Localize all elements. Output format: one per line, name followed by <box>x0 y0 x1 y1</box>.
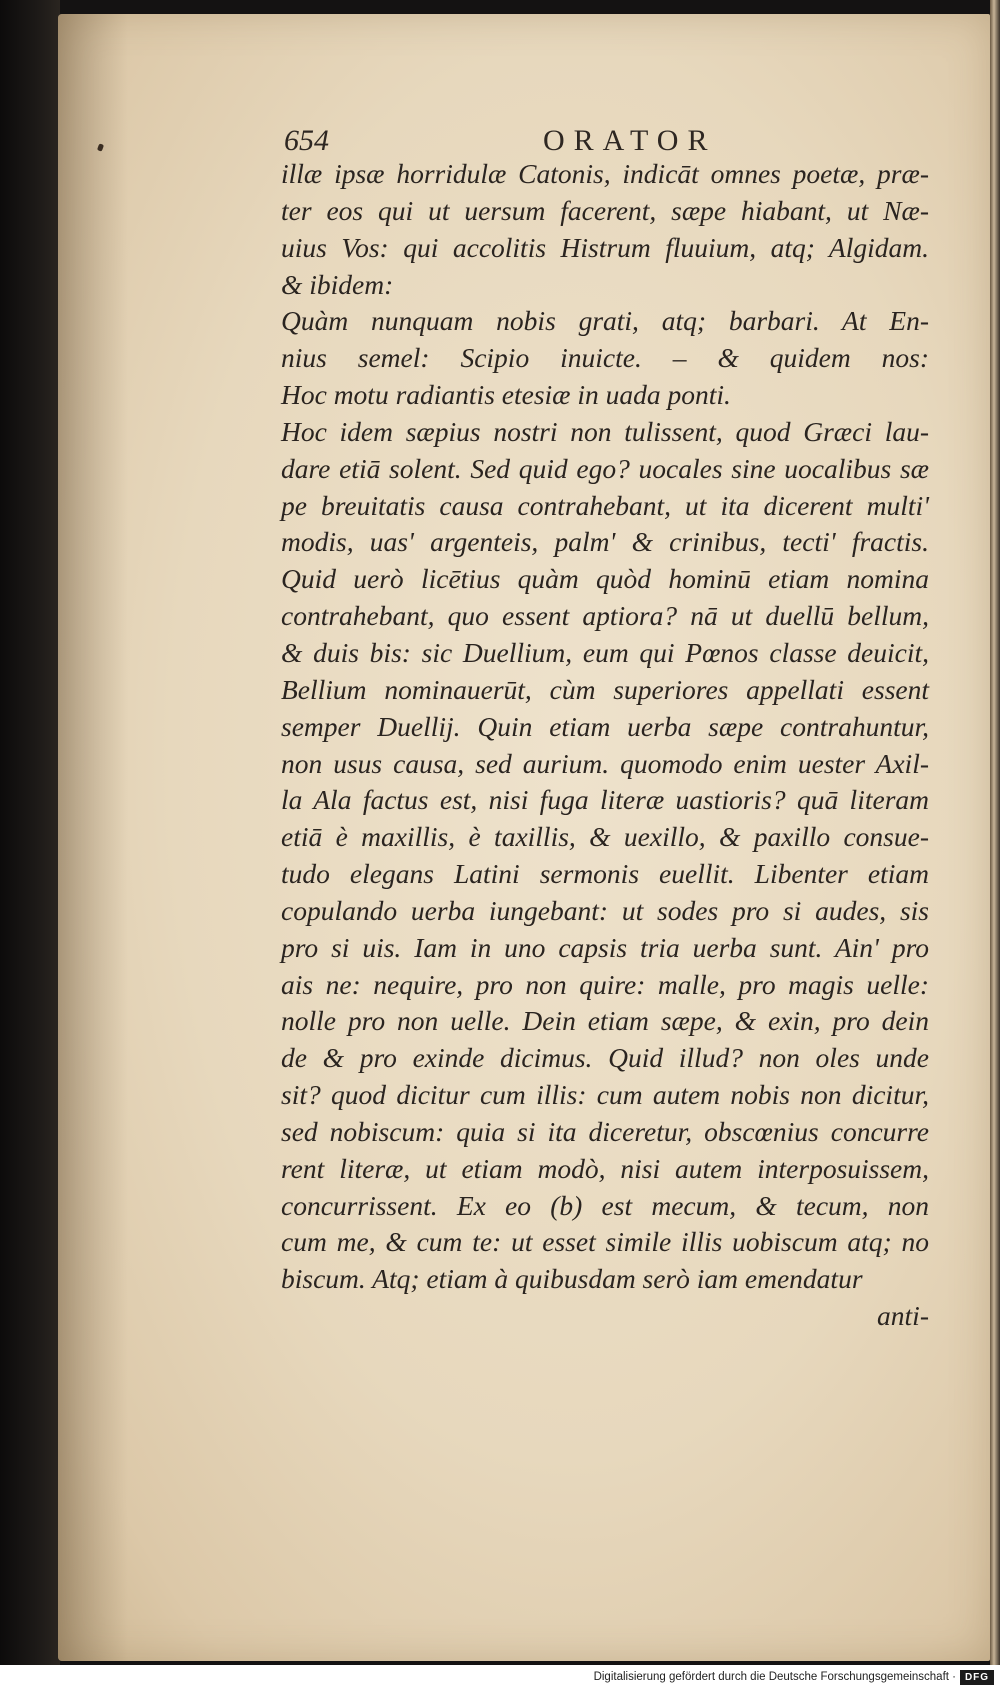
text-line: Quàm nunquam nobis grati, atq; barbari. At En- <box>281 305 929 337</box>
text-line: dare etiā solent. Sed quid ego? uocales sine uocalibus sæ <box>281 452 929 484</box>
catchword: anti- <box>877 1300 929 1332</box>
text-line: ais ne: nequire, pro non quire: malle, pro magis uelle: <box>281 968 929 1000</box>
text-line: & ibidem: <box>281 268 394 300</box>
text-line: contrahebant, quo essent aptiora? nā ut duellū bellum, <box>281 600 929 632</box>
text-line: cum me, & cum te: ut esset simile illis uobiscum atq; no <box>281 1226 929 1258</box>
page-heading: ORATOR <box>543 124 717 157</box>
text-line: ter eos qui ut uersum facerent, sæpe hiabant, ut Næ- <box>281 194 929 226</box>
text-line: nolle pro non uelle. Dein etiam sæpe, & exin, pro dein <box>281 1005 929 1037</box>
dfg-logo: DFG <box>960 1670 994 1685</box>
book-page <box>58 14 990 1661</box>
text-line: semper Duellij. Quin etiam uerba sæpe contrahuntur, <box>281 710 929 742</box>
text-line: la Ala factus est, nisi fuga literæ uastioris? quā literam <box>281 784 929 816</box>
text-line: modis, uas' argenteis, palm' & crinibus, tecti' fractis. <box>281 526 929 558</box>
text-line: etiā è maxillis, è taxillis, & uexillo, & paxillo consue- <box>281 821 929 853</box>
page-number: 654 <box>284 124 329 157</box>
body-text <box>281 156 929 1335</box>
text-line: non usus causa, sed aurium. quomodo enim uester Axil- <box>281 747 929 779</box>
text-line: pro si uis. Iam in uno capsis tria uerba sunt. Ain' pro <box>281 931 929 963</box>
text-line: copulando uerba iungebant: ut sodes pro si audes, sis <box>281 894 929 926</box>
text-line: biscum. Atq; etiam à quibusdam serò iam emendatur <box>281 1263 863 1295</box>
text-line: Quid uerò licētius quàm quòd hominū etiam nomina <box>281 563 929 595</box>
text-line: nius semel: Scipio inuicte. – & quidem nos: <box>281 342 929 374</box>
text-line: tudo elegans Latini sermonis euellit. Libenter etiam <box>281 858 929 890</box>
text-line: concurrissent. Ex eo (b) est mecum, & tecum, non <box>281 1189 929 1221</box>
text-line: sit? quod dicitur cum illis: cum autem nobis non dicitur, <box>281 1079 929 1111</box>
book-gutter <box>0 0 60 1665</box>
text-line: & duis bis: sic Duellium, eum qui Pœnos classe deuicit, <box>281 636 929 668</box>
text-line: uius Vos: qui accolitis Histrum fluuium, atq; Algidam. <box>281 231 929 263</box>
text-line: Hoc motu radiantis etesiæ in uada ponti. <box>281 379 731 411</box>
text-line: rent literæ, ut etiam modò, nisi autem interposuissem, <box>281 1152 929 1184</box>
text-line: de & pro exinde dicimus. Quid illud? non oles unde <box>281 1042 929 1074</box>
text-line: sed nobiscum: quia si ita diceretur, obscœnius concurre <box>281 1115 929 1147</box>
text-line: pe breuitatis causa contrahebant, ut ita dicerent multi' <box>281 489 929 521</box>
funding-credit: Digitalisierung gefördert durch die Deutsche Forschungsgemeinschaft · <box>593 1671 956 1683</box>
text-line: Hoc idem sæpius nostri non tulissent, quod Græci lau- <box>281 415 929 447</box>
digitization-footer <box>0 1665 1000 1693</box>
text-line: illæ ipsæ horridulæ Catonis, indicāt omnes poetæ, præ- <box>281 158 929 189</box>
text-line: Bellium nominauerūt, cùm superiores appellati essent <box>281 673 929 705</box>
page-edge <box>990 0 1000 1665</box>
